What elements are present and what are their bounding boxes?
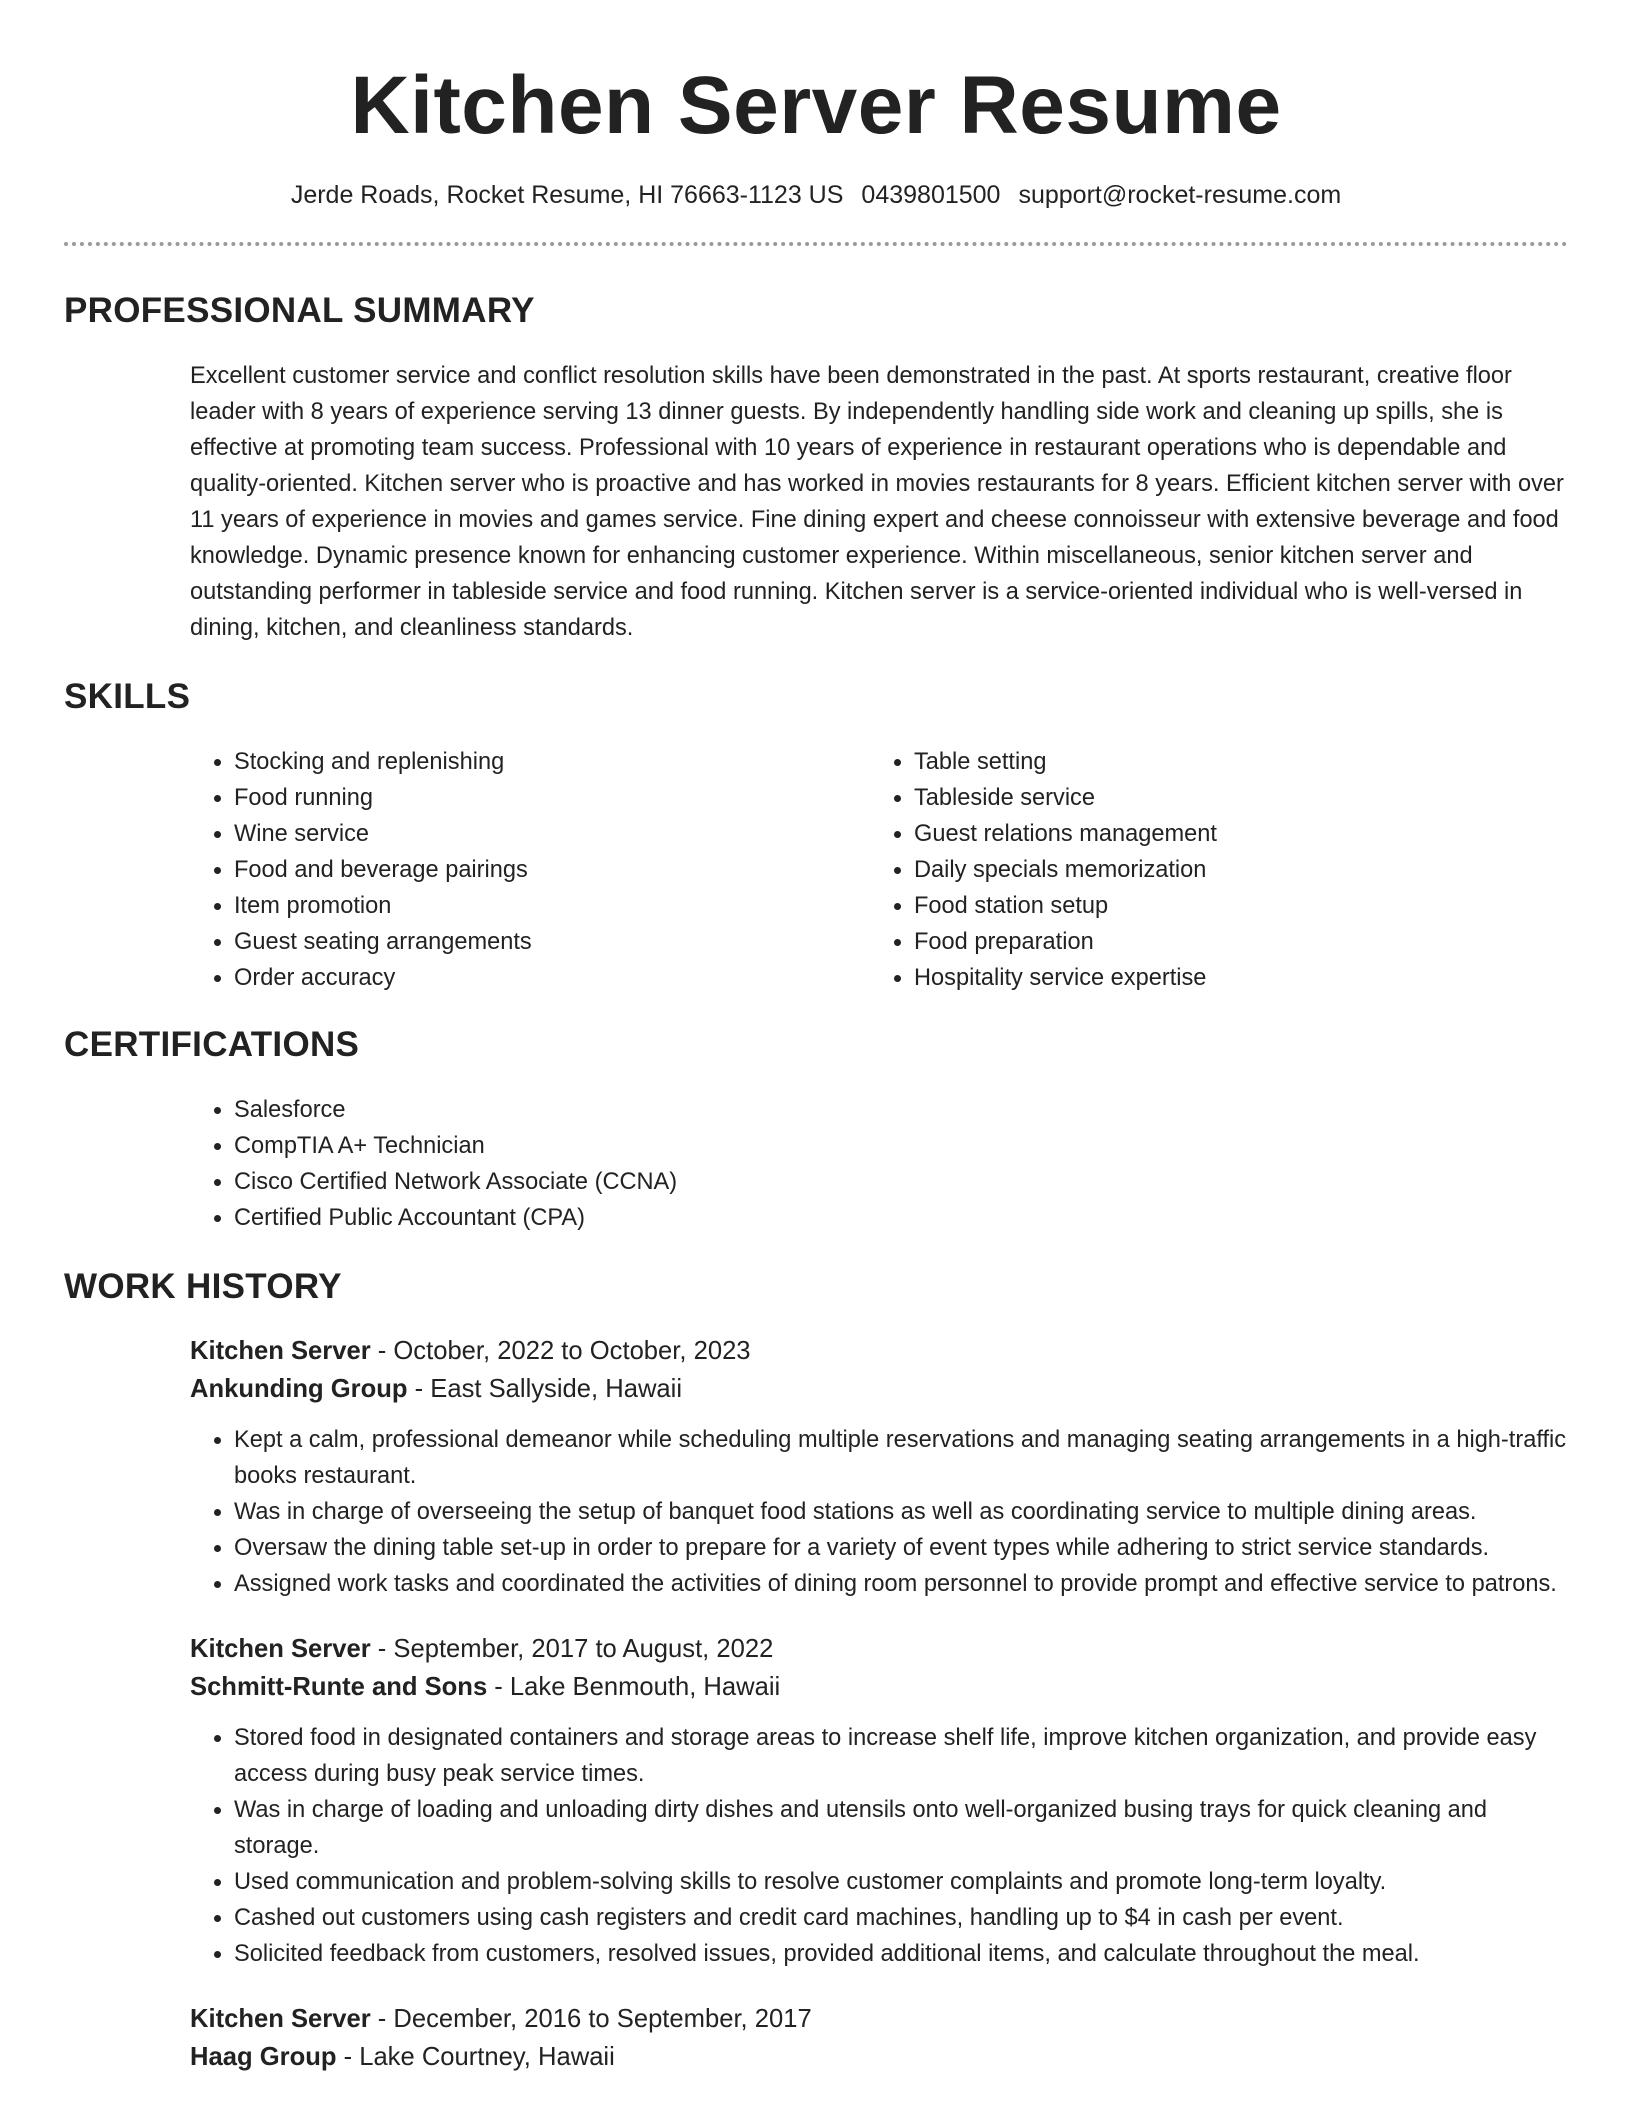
job-bullet: • Solicited feedback from customers, resolved issues, provided additional items, and calculate throughout the meal. [234,1936,1568,1972]
skill-item: • Guest relations management [914,816,1550,852]
job-location: - Lake Courtney, Hawaii [336,2043,615,2071]
job-company: Haag Group [190,2043,337,2071]
job-company-line [190,1370,1568,1408]
job-title-line [190,1630,1568,1668]
job-bullet: • Cashed out customers using cash registers and credit card machines, handling up to $4 in cash per event. [234,1900,1568,1936]
job-bullet: • Stored food in designated containers and storage areas to increase shelf life, improve kitchen organization, and provide easy access during busy peak service times. [234,1720,1568,1792]
skill-item: • Order accuracy [234,960,870,996]
work-history-heading: WORK HISTORY [64,1267,342,1306]
resume-page [64,0,1568,2076]
job-entry [190,2000,1568,2076]
job-bullet: • Oversaw the dining table set-up in order to prepare for a variety of event types while adhering to strict service standards. [234,1530,1568,1566]
skill-item: • Guest seating arrangements [234,924,870,960]
skill-item: • Food and beverage pairings [234,852,870,888]
skills-list-right [870,744,1550,996]
certification-item: • CompTIA A+ Technician [234,1128,1568,1164]
resume-title: Kitchen Server Resume [350,60,1282,151]
contact-line [64,178,1568,212]
summary-text: Excellent customer service and conflict resolution skills have been demonstrated in the past. At sports restaurant, creative floor leader with 8 years of experience serving 13 dinner guests. By independently handling side work and cleaning up spills, she is effective at promoting team success. Professional with 10 years of experience in restaurant operations who is dependable and quality-oriented. Kitchen server who is proactive and has worked in movies restaurants for 8 years. Efficient kitchen server with over 11 years of experience in movies and games service. Fine dining expert and cheese connoisseur with extensive beverage and food knowledge. Dynamic presence known for enhancing customer experience. Within miscellaneous, senior kitchen server and outstanding performer in tableside service and food running. Kitchen server is a service-oriented individual who is well-versed in dining, kitchen, and cleanliness standards. [190,363,1564,641]
job-company-line [190,1668,1568,1706]
job-location: - Lake Benmouth, Hawaii [487,1673,781,1701]
skill-item: • Tableside service [914,780,1550,816]
summary-heading: PROFESSIONAL SUMMARY [64,291,535,330]
job-company: Schmitt-Runte and Sons [190,1673,488,1701]
skill-item: • Stocking and replenishing [234,744,870,780]
job-bullet: • Used communication and problem-solving skills to resolve customer complaints and promote long-term loyalty. [234,1864,1568,1900]
job-company-line [190,2038,1568,2076]
job-entry [190,1630,1568,1972]
skill-item: • Item promotion [234,888,870,924]
job-dates: - October, 2022 to October, 2023 [370,1337,751,1365]
job-title: Kitchen Server [190,2005,371,2033]
certifications-list [190,1092,1568,1236]
job-title-line [190,1332,1568,1370]
job-bullet: • Assigned work tasks and coordinated the activities of dining room personnel to provide prompt and effective service to patrons. [234,1566,1568,1602]
job-bullet: • Was in charge of overseeing the setup of banquet food stations as well as coordinating service to multiple dining areas. [234,1494,1568,1530]
skill-item: • Wine service [234,816,870,852]
skill-item: • Food station setup [914,888,1550,924]
job-dates: - September, 2017 to August, 2022 [370,1635,774,1663]
job-title: Kitchen Server [190,1635,371,1663]
certifications-heading: CERTIFICATIONS [64,1025,360,1064]
skills-columns [190,744,1568,996]
job-title-line [190,2000,1568,2038]
certification-item: • Cisco Certified Network Associate (CCNA) [234,1164,1568,1200]
skill-item: • Food preparation [914,924,1550,960]
certification-item: • Certified Public Accountant (CPA) [234,1200,1568,1236]
contact-address: Jerde Roads, Rocket Resume, HI 76663-1123 US [290,181,844,209]
job-bullet: • Kept a calm, professional demeanor while scheduling multiple reservations and managing seating arrangements in a high-traffic books restaurant. [234,1422,1568,1494]
job-title: Kitchen Server [190,1337,371,1365]
skill-item: • Table setting [914,744,1550,780]
header-divider [64,242,1568,246]
certification-item: • Salesforce [234,1092,1568,1128]
job-bullet-list [190,1422,1568,1602]
job-entry [190,1332,1568,1602]
skills-heading: SKILLS [64,677,191,716]
skills-list-left [190,744,870,996]
skill-item: • Food running [234,780,870,816]
job-location: - East Sallyside, Hawaii [407,1375,683,1403]
skill-item: • Daily specials memorization [914,852,1550,888]
job-company: Ankunding Group [190,1375,408,1403]
contact-email: support@rocket-resume.com [1018,181,1342,209]
contact-phone: 0439801500 [861,181,1001,209]
skill-item: • Hospitality service expertise [914,960,1550,996]
job-bullet: • Was in charge of loading and unloading dirty dishes and utensils onto well-organized busing trays for quick cleaning and storage. [234,1792,1568,1864]
job-bullet-list [190,1720,1568,1972]
job-dates: - December, 2016 to September, 2017 [370,2005,812,2033]
